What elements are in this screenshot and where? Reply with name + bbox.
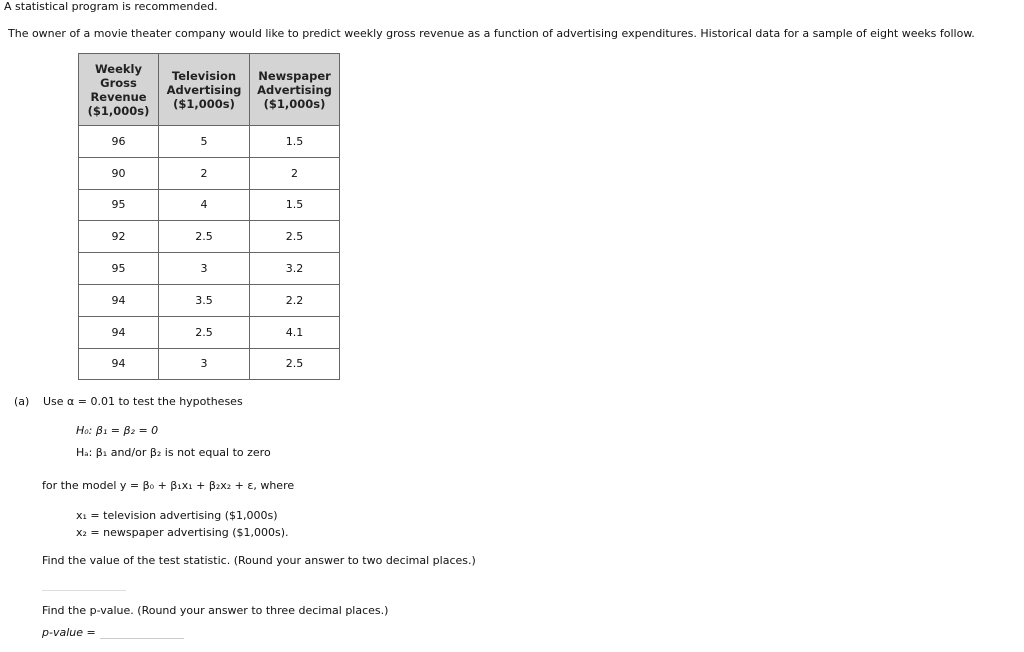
p-value-question: Find the p-value. (Round your answer to three decimal places.) bbox=[42, 604, 389, 617]
table-header-row bbox=[79, 54, 340, 126]
p-value-input[interactable] bbox=[100, 628, 184, 639]
test-statistic-input[interactable] bbox=[42, 590, 126, 591]
header-weekly-gross-revenue: Weekly Gross Revenue ($1,000s) bbox=[79, 54, 159, 126]
table-row bbox=[79, 253, 340, 285]
newspaper-advertising-cell: 2.5 bbox=[250, 348, 340, 380]
revenue-cell: 95 bbox=[79, 189, 159, 221]
p-value-label: p-value = bbox=[42, 626, 96, 639]
model-statement: for the model y = β₀ + β₁x₁ + β₂x₂ + ε, where bbox=[42, 479, 295, 492]
revenue-cell: 95 bbox=[79, 253, 159, 285]
revenue-cell: 90 bbox=[79, 157, 159, 189]
data-table bbox=[78, 53, 340, 380]
tv-advertising-cell: 4 bbox=[159, 189, 250, 221]
revenue-cell: 94 bbox=[79, 316, 159, 348]
tv-advertising-cell: 3 bbox=[159, 348, 250, 380]
newspaper-advertising-cell: 1.5 bbox=[250, 189, 340, 221]
newspaper-advertising-cell: 4.1 bbox=[250, 316, 340, 348]
tv-advertising-cell: 5 bbox=[159, 126, 250, 158]
tv-advertising-cell: 2.5 bbox=[159, 316, 250, 348]
alpha-instruction: Use α = 0.01 to test the hypotheses bbox=[43, 395, 243, 408]
p-value-row bbox=[42, 626, 184, 639]
table-row bbox=[79, 157, 340, 189]
tv-advertising-cell: 3 bbox=[159, 253, 250, 285]
test-statistic-question: Find the value of the test statistic. (Round your answer to two decimal places.) bbox=[42, 554, 476, 567]
newspaper-advertising-cell: 1.5 bbox=[250, 126, 340, 158]
table-row bbox=[79, 316, 340, 348]
null-hypothesis: H₀: β₁ = β₂ = 0 bbox=[76, 424, 159, 437]
revenue-cell: 92 bbox=[79, 221, 159, 253]
header-television-advertising: Television Advertising ($1,000s) bbox=[159, 54, 250, 126]
recommendation-note: A statistical program is recommended. bbox=[4, 0, 218, 13]
newspaper-advertising-cell: 2.5 bbox=[250, 221, 340, 253]
x2-definition: x₂ = newspaper advertising ($1,000s). bbox=[76, 526, 289, 539]
newspaper-advertising-cell: 2 bbox=[250, 157, 340, 189]
table-row bbox=[79, 189, 340, 221]
newspaper-advertising-cell: 3.2 bbox=[250, 253, 340, 285]
table-row bbox=[79, 221, 340, 253]
x1-definition: x₁ = television advertising ($1,000s) bbox=[76, 509, 278, 522]
revenue-cell: 94 bbox=[79, 284, 159, 316]
tv-advertising-cell: 2 bbox=[159, 157, 250, 189]
tv-advertising-cell: 3.5 bbox=[159, 284, 250, 316]
table-row bbox=[79, 348, 340, 380]
table-row bbox=[79, 126, 340, 158]
header-newspaper-advertising: Newspaper Advertising ($1,000s) bbox=[250, 54, 340, 126]
revenue-cell: 96 bbox=[79, 126, 159, 158]
alternative-hypothesis: Hₐ: β₁ and/or β₂ is not equal to zero bbox=[76, 446, 271, 459]
newspaper-advertising-cell: 2.2 bbox=[250, 284, 340, 316]
part-a-label: (a) bbox=[14, 395, 30, 408]
problem-intro: The owner of a movie theater company would like to predict weekly gross revenue as a function of advertising expenditures. Historical data for a sample of eight weeks follow. bbox=[8, 27, 975, 40]
table-row bbox=[79, 284, 340, 316]
revenue-cell: 94 bbox=[79, 348, 159, 380]
tv-advertising-cell: 2.5 bbox=[159, 221, 250, 253]
